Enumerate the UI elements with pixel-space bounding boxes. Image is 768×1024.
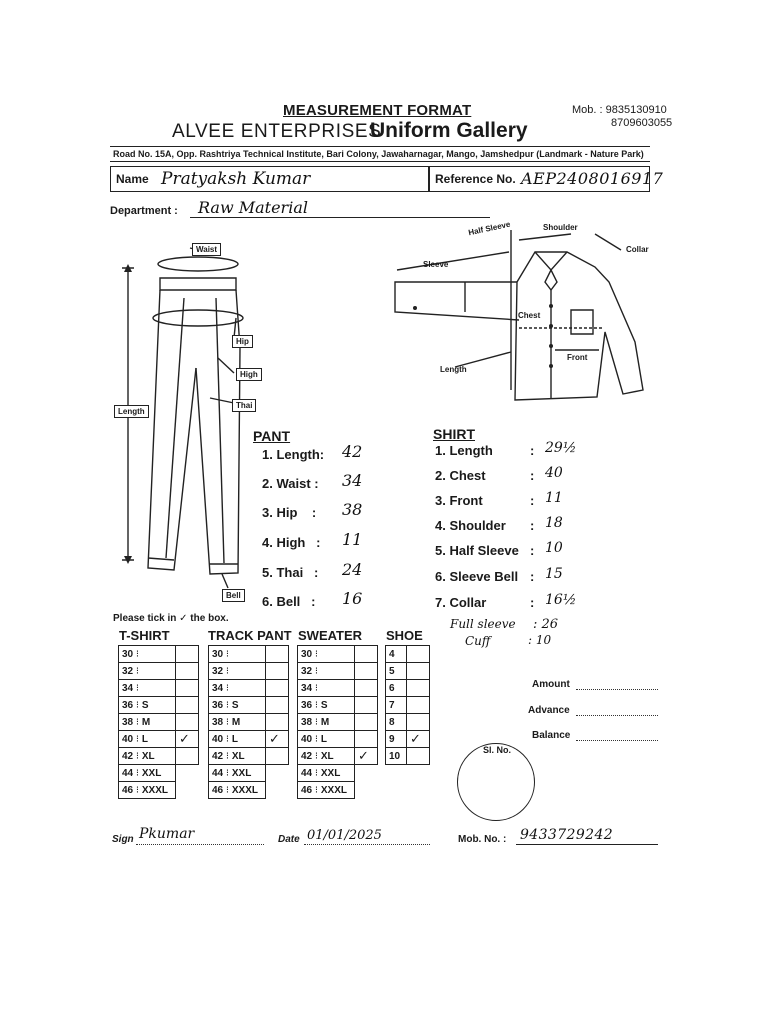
shoe-checkbox[interactable] [407, 748, 430, 765]
size-separator: ⁝ [133, 733, 142, 745]
size-label-cell [298, 680, 355, 697]
size-row [209, 663, 289, 680]
shirt-row-colon: : [530, 518, 535, 533]
label-half-sleeve: Half Sleeve [467, 219, 512, 238]
size-label-cell [298, 748, 355, 765]
size-number: 44 [301, 767, 313, 779]
size-row [119, 748, 199, 765]
shoe-row [386, 697, 430, 714]
size-separator: ⁝ [223, 733, 232, 745]
size-separator: ⁝ [223, 750, 232, 762]
name-value[interactable]: Pratyaksh Kumar [161, 169, 311, 189]
size-checkbox[interactable] [176, 765, 199, 782]
department-value[interactable]: Raw Material [198, 198, 308, 217]
size-letter: XXXL [141, 784, 168, 796]
size-separator: ⁝ [312, 784, 321, 796]
size-number: 34 [122, 682, 134, 694]
size-letter: XXL [141, 767, 162, 779]
size-checkbox[interactable] [176, 646, 199, 663]
label-front: Front [567, 353, 588, 362]
date-value[interactable]: 01/01/2025 [307, 828, 382, 843]
balance-field[interactable] [576, 739, 658, 741]
size-number: 44 [122, 767, 134, 779]
size-separator: ⁝ [312, 665, 319, 677]
shoe-checkbox[interactable] [407, 697, 430, 714]
pant-row-label: 6. Bell : [262, 594, 316, 609]
size-row [209, 765, 289, 782]
shoe-checkbox[interactable] [407, 714, 430, 731]
size-label-cell [298, 663, 355, 680]
tick-instruction: Please tick in ✓ the box. [113, 613, 229, 624]
size-letter: XXL [231, 767, 252, 779]
size-row [119, 697, 199, 714]
sign-line [136, 843, 264, 845]
size-row [119, 680, 199, 697]
shirt-row-value[interactable]: 18 [545, 515, 563, 531]
size-label-cell [209, 731, 266, 748]
shoe-checkbox[interactable] [407, 731, 430, 748]
size-letter: L [320, 733, 327, 745]
form-title: MEASUREMENT FORMAT [283, 102, 472, 119]
name-reference-divider [428, 167, 430, 191]
size-checkbox[interactable] [266, 748, 289, 765]
size-label-cell [209, 714, 266, 731]
size-number: 38 [301, 716, 313, 728]
shirt-row-label: 1. Length [435, 443, 493, 458]
serial-number-label: Sl. No. [483, 745, 512, 755]
label-chest: Chest [518, 311, 541, 320]
label-shirt-length: Length [440, 365, 467, 374]
brand-name: Uniform Gallery [370, 119, 528, 142]
size-row [298, 714, 378, 731]
size-letter: M [141, 716, 151, 728]
size-letter: L [231, 733, 238, 745]
size-label-cell [298, 646, 355, 663]
size-letter: L [141, 733, 148, 745]
shirt-row-value[interactable]: 16½ [545, 592, 577, 608]
reference-value[interactable]: AEP2408016917 [521, 169, 664, 188]
shoe-size-number: 10 [386, 748, 407, 765]
size-letter: XL [231, 750, 245, 762]
callout-bell: Bell [222, 589, 245, 602]
size-label-cell [209, 697, 266, 714]
shirt-row-value[interactable]: 29½ [545, 440, 577, 456]
shirt-diagram [385, 219, 660, 422]
shoe-size-number: 5 [386, 663, 407, 680]
size-separator: ⁝ [133, 699, 142, 711]
size-separator: ⁝ [133, 648, 140, 660]
header-mobile-2: 8709603055 [611, 117, 673, 129]
size-row [209, 680, 289, 697]
size-label-cell [119, 697, 176, 714]
pant-row-label: 1. Length: [262, 447, 325, 462]
size-row [119, 782, 199, 799]
size-checkbox[interactable] [176, 680, 199, 697]
size-checkbox[interactable] [355, 697, 378, 714]
shirt-row-label: 4. Shoulder [435, 518, 506, 533]
amount-label: Amount [532, 679, 570, 690]
size-separator: ⁝ [133, 750, 142, 762]
size-letter: M [231, 716, 241, 728]
pant-diagram [110, 238, 270, 608]
label-collar: Collar [626, 245, 649, 254]
size-label-cell [119, 646, 176, 663]
size-letter: S [231, 699, 239, 711]
size-label-cell [119, 663, 176, 680]
shirt-row-value[interactable]: 11 [545, 490, 563, 506]
size-separator: ⁝ [223, 665, 230, 677]
shoe-row [386, 748, 430, 765]
shirt-row-value[interactable]: 10 [545, 540, 563, 556]
size-label-cell [209, 748, 266, 765]
size-number: 30 [301, 648, 313, 660]
shirt-row-colon: : [530, 468, 535, 483]
size-row [119, 646, 199, 663]
size-letter: XL [320, 750, 334, 762]
shirt-row-colon: : [530, 569, 535, 584]
size-label-cell [209, 680, 266, 697]
size-label-cell [209, 765, 266, 782]
company-name: ALVEE ENTERPRISES [172, 121, 382, 142]
size-separator: ⁝ [223, 682, 230, 694]
shirt-heading: SHIRT [433, 426, 475, 442]
shoe-size-number: 8 [386, 714, 407, 731]
size-separator: ⁝ [133, 767, 142, 779]
callout-waist: Waist [192, 243, 221, 256]
mobile-line [516, 844, 658, 845]
size-row [298, 663, 378, 680]
size-number: 44 [212, 767, 224, 779]
shoe-checkbox[interactable] [407, 663, 430, 680]
callout-length: Length [114, 405, 149, 418]
shoulder-measure-line [519, 234, 571, 240]
check-mark-icon: ✓ [358, 748, 369, 764]
header-mobile: Mob. : 9835130910 [572, 104, 667, 116]
cuff-value[interactable]: : 10 [528, 633, 552, 647]
size-checkbox[interactable] [176, 663, 199, 680]
cuff-label: Cuff [465, 634, 491, 648]
size-number: 46 [212, 784, 224, 796]
size-checkbox[interactable] [355, 663, 378, 680]
size-label-cell [209, 646, 266, 663]
size-row [209, 731, 289, 748]
sign-label: Sign [112, 834, 134, 845]
shoe-size-number: 6 [386, 680, 407, 697]
shoe-size-number: 7 [386, 697, 407, 714]
shirt-row-label: 3. Front [435, 493, 483, 508]
full-sleeve-label: Full sleeve [450, 617, 516, 631]
full-sleeve-value[interactable]: : 26 [533, 617, 559, 632]
pant-row-value[interactable]: 16 [342, 589, 363, 608]
size-checkbox[interactable] [355, 731, 378, 748]
size-separator: ⁝ [133, 784, 142, 796]
pant-waistband [160, 278, 236, 290]
pant-row-value[interactable]: 42 [342, 442, 363, 461]
size-number: 40 [301, 733, 313, 745]
callout-thai: Thai [232, 399, 256, 412]
label-shoulder: Shoulder [543, 223, 578, 232]
size-number: 32 [212, 665, 224, 677]
size-label-cell [119, 782, 176, 799]
size-row [119, 663, 199, 680]
size-number: 32 [122, 665, 134, 677]
size-checkbox[interactable] [266, 680, 289, 697]
tshirt-heading: T-SHIRT [119, 628, 170, 643]
size-number: 42 [122, 750, 134, 762]
pant-row-label: 3. Hip : [262, 505, 317, 520]
size-letter: XXXL [231, 784, 258, 796]
waist-ellipse [158, 257, 238, 271]
size-row [298, 748, 378, 765]
size-checkbox[interactable] [266, 782, 289, 799]
size-row [119, 765, 199, 782]
shoe-size-number: 9 [386, 731, 407, 748]
size-checkbox[interactable] [176, 748, 199, 765]
size-number: 46 [122, 784, 134, 796]
size-checkbox[interactable] [355, 782, 378, 799]
pant-row-label: 5. Thai : [262, 565, 319, 580]
pant-row-value[interactable]: 24 [342, 560, 363, 579]
size-number: 42 [212, 750, 224, 762]
size-row [298, 782, 378, 799]
sign-value[interactable]: Pkumar [139, 826, 195, 842]
size-number: 30 [122, 648, 134, 660]
shirt-body [515, 252, 643, 400]
date-label: Date [278, 834, 300, 845]
size-number: 36 [212, 699, 224, 711]
size-separator: ⁝ [312, 648, 319, 660]
shirt-row-colon: : [530, 443, 535, 458]
size-label-cell [119, 680, 176, 697]
size-checkbox[interactable] [266, 714, 289, 731]
size-label-cell [119, 731, 176, 748]
advance-label: Advance [528, 705, 570, 716]
callout-high: High [236, 368, 262, 381]
header-rule-top [110, 146, 650, 147]
shoe-heading: SHOE [386, 628, 423, 643]
advance-field[interactable] [576, 714, 658, 716]
size-number: 42 [301, 750, 313, 762]
size-number: 34 [301, 682, 313, 694]
shoe-row [386, 646, 430, 663]
size-number: 36 [122, 699, 134, 711]
pant-row-value[interactable]: 38 [342, 500, 363, 519]
size-row [209, 697, 289, 714]
size-row [298, 765, 378, 782]
size-number: 30 [212, 648, 224, 660]
size-number: 32 [301, 665, 313, 677]
size-row [298, 697, 378, 714]
size-checkbox[interactable] [266, 697, 289, 714]
size-letter: S [141, 699, 149, 711]
amount-field[interactable] [576, 688, 658, 690]
size-label-cell [298, 731, 355, 748]
size-number: 36 [301, 699, 313, 711]
size-separator: ⁝ [312, 767, 321, 779]
name-label: Name [116, 172, 149, 186]
sweater-heading: SWEATER [298, 628, 363, 643]
size-letter: XL [141, 750, 155, 762]
size-label-cell [298, 782, 355, 799]
size-number: 40 [212, 733, 224, 745]
size-row [209, 748, 289, 765]
size-separator: ⁝ [133, 665, 140, 677]
pant-row-value[interactable]: 11 [342, 530, 363, 549]
size-letter: S [320, 699, 328, 711]
shirt-row-label: 6. Sleeve Bell [435, 569, 519, 584]
mobile-value[interactable]: 9433729242 [520, 827, 614, 843]
callout-hip: Hip [232, 335, 253, 348]
size-checkbox[interactable] [355, 680, 378, 697]
size-separator: ⁝ [312, 733, 321, 745]
size-checkbox[interactable] [266, 646, 289, 663]
size-separator: ⁝ [312, 716, 321, 728]
size-separator: ⁝ [223, 648, 230, 660]
size-row [298, 680, 378, 697]
size-label-cell [209, 782, 266, 799]
shirt-row-label: 7. Collar [435, 595, 487, 610]
shoe-row [386, 714, 430, 731]
size-label-cell [209, 663, 266, 680]
size-number: 38 [122, 716, 134, 728]
department-line [190, 217, 490, 218]
shirt-row-value[interactable]: 40 [545, 465, 563, 481]
shoe-size-number: 4 [386, 646, 407, 663]
trackpant-size-table [208, 645, 289, 799]
size-checkbox[interactable] [355, 646, 378, 663]
date-line [304, 843, 430, 845]
label-sleeve: Sleeve [423, 260, 449, 269]
size-row [298, 731, 378, 748]
pant-row-value[interactable]: 34 [342, 471, 363, 490]
check-mark-icon: ✓ [269, 731, 280, 747]
mobile-label: Mob. No. : [458, 834, 507, 845]
size-letter: M [320, 716, 330, 728]
size-checkbox[interactable] [355, 714, 378, 731]
size-row [119, 731, 199, 748]
size-label-cell [298, 714, 355, 731]
size-separator: ⁝ [223, 784, 232, 796]
shoe-row [386, 731, 430, 748]
sleeve-measure-line [397, 252, 509, 270]
size-checkbox[interactable] [266, 765, 289, 782]
pant-row-label: 2. Waist : [262, 476, 319, 491]
size-number: 40 [122, 733, 134, 745]
check-mark-icon: ✓ [179, 731, 190, 747]
shoe-row [386, 680, 430, 697]
hip-ellipse [153, 310, 243, 326]
size-checkbox[interactable] [355, 748, 378, 765]
shirt-row-colon: : [530, 493, 535, 508]
shirt-row-label: 5. Half Sleeve [435, 543, 519, 558]
size-separator: ⁝ [133, 716, 142, 728]
size-row [209, 782, 289, 799]
size-separator: ⁝ [312, 750, 321, 762]
pant-heading: PANT [253, 428, 291, 444]
balance-label: Balance [532, 730, 571, 741]
size-label-cell [119, 714, 176, 731]
size-separator: ⁝ [312, 682, 319, 694]
shirt-row-value[interactable]: 15 [545, 566, 563, 582]
shirt-collar [535, 252, 567, 290]
size-label-cell [119, 765, 176, 782]
size-separator: ⁝ [223, 699, 232, 711]
shirt-row-colon: : [530, 543, 535, 558]
name-reference-box [110, 166, 664, 192]
size-checkbox[interactable] [176, 714, 199, 731]
size-row [209, 646, 289, 663]
size-letter: XXL [320, 767, 341, 779]
size-checkbox[interactable] [266, 663, 289, 680]
size-number: 34 [212, 682, 224, 694]
pant-left-leg [148, 290, 196, 570]
size-separator: ⁝ [133, 682, 140, 694]
size-checkbox[interactable] [176, 782, 199, 799]
sweater-size-table [297, 645, 378, 799]
size-number: 46 [301, 784, 313, 796]
size-label-cell [298, 765, 355, 782]
shoe-size-table [385, 645, 430, 765]
shoe-checkbox[interactable] [407, 680, 430, 697]
size-letter: XXXL [320, 784, 347, 796]
size-label-cell [119, 748, 176, 765]
size-number: 38 [212, 716, 224, 728]
size-checkbox[interactable] [355, 765, 378, 782]
size-checkbox[interactable] [266, 731, 289, 748]
tshirt-size-table [118, 645, 199, 799]
size-row [119, 714, 199, 731]
shirt-sleeve [395, 282, 519, 320]
shirt-row-colon: : [530, 595, 535, 610]
size-separator: ⁝ [223, 767, 232, 779]
reference-label: Reference No. [435, 172, 516, 186]
trackpant-heading: TRACK PANT [208, 628, 292, 643]
department-label: Department : [110, 205, 178, 217]
pant-row-label: 4. High : [262, 535, 321, 550]
shop-address: Road No. 15A, Opp. Rashtriya Technical Institute, Bari Colony, Jawaharnagar, Mango, Jamshedpur (Landmark - Nature Park) [113, 149, 644, 159]
shirt-row-label: 2. Chest [435, 468, 486, 483]
size-row [298, 646, 378, 663]
pant-right-leg [196, 290, 240, 574]
shoe-row [386, 663, 430, 680]
shoe-checkbox[interactable] [407, 646, 430, 663]
size-checkbox[interactable] [176, 731, 199, 748]
size-row [209, 714, 289, 731]
size-checkbox[interactable] [176, 697, 199, 714]
header-rule-bottom [110, 161, 650, 162]
size-separator: ⁝ [223, 716, 232, 728]
size-separator: ⁝ [312, 699, 321, 711]
check-mark-icon: ✓ [410, 731, 421, 747]
size-label-cell [298, 697, 355, 714]
